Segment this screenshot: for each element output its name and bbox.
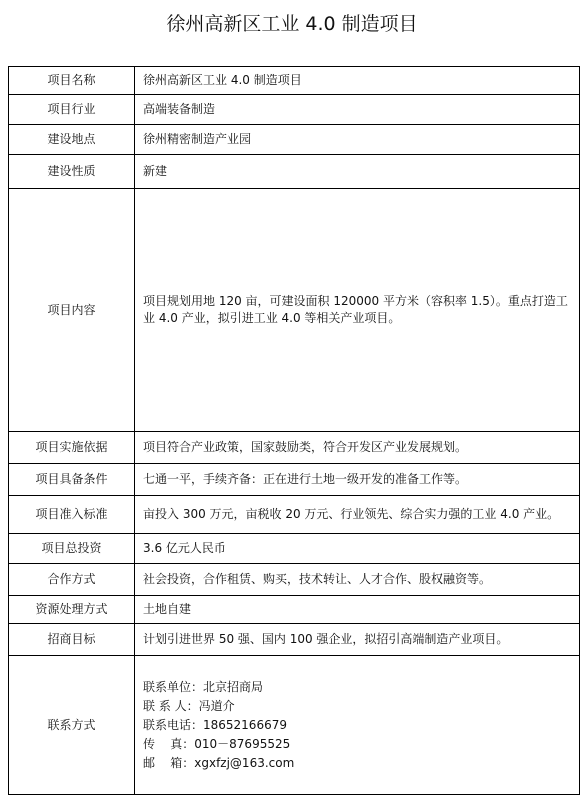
row-value: 土地自建: [135, 596, 580, 624]
table-row: [9, 656, 580, 795]
project-info-table: [8, 66, 580, 795]
contact-fax: 传 真：010－87695525: [143, 736, 291, 751]
row-label: 资源处理方式: [9, 596, 135, 624]
row-label: 招商目标: [9, 624, 135, 656]
row-label: 建设性质: [9, 155, 135, 189]
table-row: [9, 125, 580, 155]
contact-email: 邮 箱：xgxfzj@163.com: [143, 755, 295, 770]
table-row: [9, 564, 580, 596]
table-row: [9, 95, 580, 125]
row-value: 3.6 亿元人民币: [135, 534, 580, 564]
row-value: 项目规划用地 120 亩，可建设面积 120000 平方米（容积率 1.5）。重点打造工业 4.0 产业，拟引进工业 4.0 等相关产业项目。: [135, 189, 580, 432]
row-value: 徐州精密制造产业园: [135, 125, 580, 155]
row-label: 合作方式: [9, 564, 135, 596]
document-title: 徐州高新区工业 4.0 制造项目: [166, 13, 418, 35]
row-value: 七通一平，手续齐备：正在进行土地一级开发的准备工作等。: [135, 464, 580, 496]
row-label: 项目具备条件: [9, 464, 135, 496]
row-label: 项目名称: [9, 67, 135, 95]
contact-phone: 联系电话：18652166679: [143, 717, 287, 732]
row-label: 项目实施依据: [9, 432, 135, 464]
contact-person: 联 系 人：冯道介: [143, 698, 235, 713]
row-label: 项目行业: [9, 95, 135, 125]
table-row: [9, 432, 580, 464]
table-row: [9, 189, 580, 432]
table-row: [9, 624, 580, 656]
row-value: 徐州高新区工业 4.0 制造项目: [135, 67, 580, 95]
contact-info: [135, 656, 580, 795]
row-value: 高端装备制造: [135, 95, 580, 125]
table-row: [9, 155, 580, 189]
row-label: 建设地点: [9, 125, 135, 155]
table-row: [9, 67, 580, 95]
table-row: [9, 464, 580, 496]
row-value: 项目符合产业政策，国家鼓励类，符合开发区产业发展规划。: [135, 432, 580, 464]
contact-unit: 联系单位：北京招商局: [143, 679, 264, 694]
row-label: 联系方式: [9, 656, 135, 795]
row-label: 项目准入标准: [9, 496, 135, 534]
row-value: 计划引进世界 50 强、国内 100 强企业，拟招引高端制造产业项目。: [135, 624, 580, 656]
row-value: 新建: [135, 155, 580, 189]
table-row: [9, 534, 580, 564]
table-row: [9, 496, 580, 534]
table-row: [9, 596, 580, 624]
row-value: 社会投资，合作租赁、购买，技术转让、人才合作、股权融资等。: [135, 564, 580, 596]
row-value: 亩投入 300 万元，亩税收 20 万元、行业领先、综合实力强的工业 4.0 产业。: [135, 496, 580, 534]
row-label: 项目总投资: [9, 534, 135, 564]
row-label: 项目内容: [9, 189, 135, 432]
